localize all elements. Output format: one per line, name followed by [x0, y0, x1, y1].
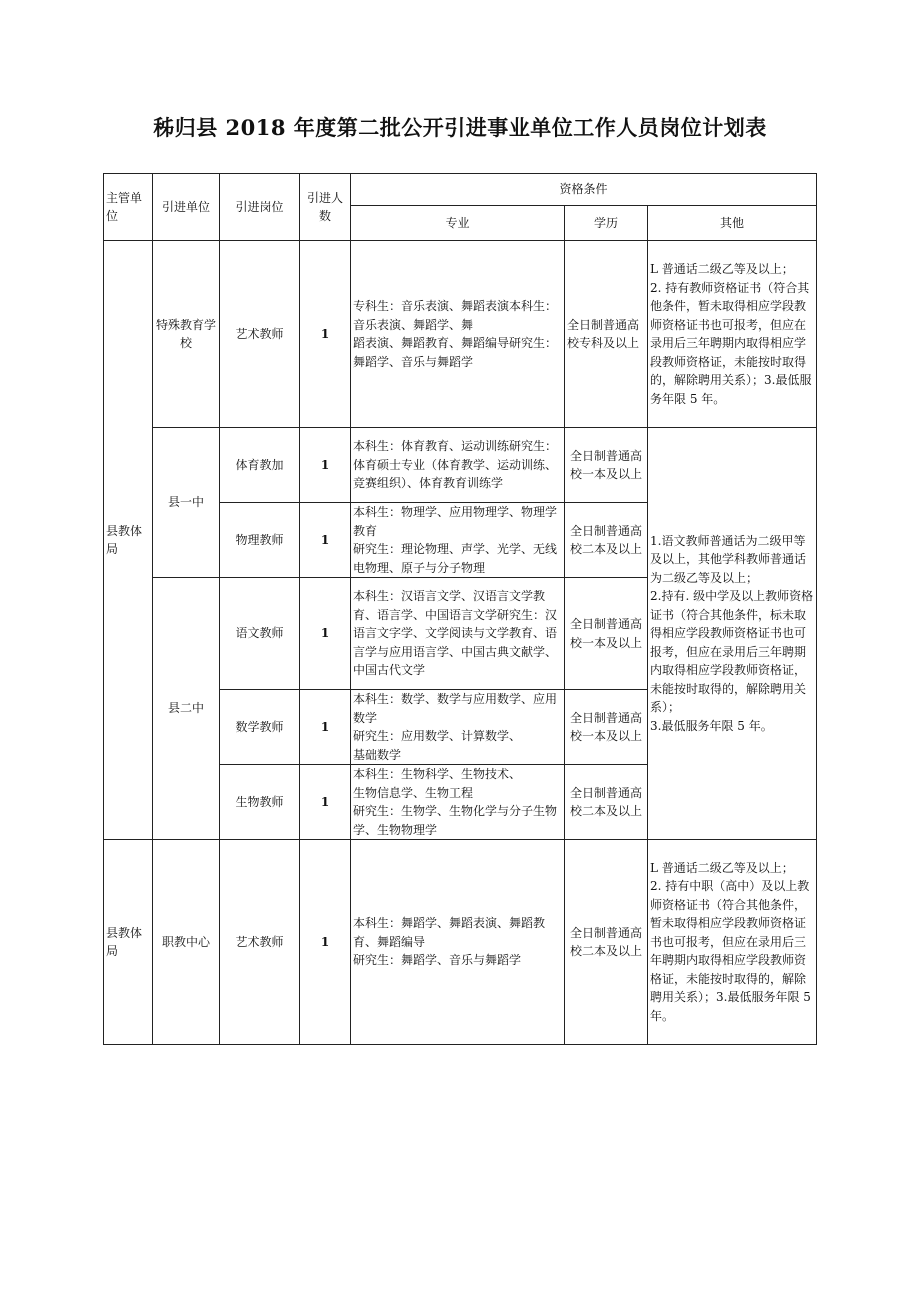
count-cell: 1 — [300, 840, 351, 1045]
major-cell: 本科生：汉语言文学、汉语言文学教育、语言学、中国语言文学研究生：汉语言文字学、文学阅读与文学教育、语言学与应用语言学、中国古典文献学、中国古代文学 — [351, 578, 565, 690]
major-cell: 本科生：体育教育、运动训练研究生：体育硕士专业（体育教学、运动训练、竞赛组织）、体育教育训练学 — [351, 428, 565, 503]
page-title: 秭归县 2018 年度第二批公开引进事业单位工作人员岗位计划表 — [153, 115, 767, 140]
unit-cell: 职教中心 — [153, 840, 220, 1045]
count-cell: 1 — [300, 503, 351, 578]
table-row — [104, 428, 817, 503]
dept-cell: 县教体局 — [104, 840, 153, 1045]
header-unit: 引进单位 — [153, 174, 220, 241]
header-education: 学历 — [565, 206, 648, 241]
post-cell: 物理教师 — [220, 503, 300, 578]
unit-cell: 县一中 — [153, 428, 220, 578]
other-cell: L 普通话二级乙等及以上； 2. 持有教师资格证书（符合其他条件，暂未取得相应学段教师资格证书也可报考，但应在录用后三年聘期内取得相应学段教师资格证，未能按时取得的，解除聘用关系）；3.最低服务年限 5 年。 — [648, 241, 817, 428]
post-cell: 生物教师 — [220, 765, 300, 840]
header-count: 引进人数 — [300, 174, 351, 241]
major-cell: 本科生：生物科学、生物技术、 生物信息学、生物工程 研究生：生物学、生物化学与分子生物学、生物物理学 — [351, 765, 565, 840]
education-cell: 全日制普通高校专科及以上 — [565, 241, 648, 428]
count-cell: 1 — [300, 578, 351, 690]
education-cell: 全日制普通高校二本及以上 — [565, 840, 648, 1045]
header-post: 引进岗位 — [220, 174, 300, 241]
major-cell: 本科生：舞蹈学、舞蹈表演、舞蹈教育、舞蹈编导 研究生：舞蹈学、音乐与舞蹈学 — [351, 840, 565, 1045]
table-row — [104, 840, 817, 1045]
major-cell: 专科生：音乐表演、舞蹈表演本科生：音乐表演、舞蹈学、舞 蹈表演、舞蹈教育、舞蹈编导研究生：舞蹈学、音乐与舞蹈学 — [351, 241, 565, 428]
post-cell: 体育教加 — [220, 428, 300, 503]
header-row — [104, 174, 817, 206]
count-cell: 1 — [300, 690, 351, 765]
table-row — [104, 241, 817, 428]
header-other: 其他 — [648, 206, 817, 241]
education-cell: 全日制普通高校二本及以上 — [565, 765, 648, 840]
dept-cell: 县教体局 — [104, 241, 153, 840]
education-cell: 全日制普通高校一本及以上 — [565, 578, 648, 690]
other-cell: 1.语文教师普通话为二级甲等及以上，其他学科教师普通话为二级乙等及以上； 2.持有. 级中学及以上教师资格证书（符合其他条件，标未取得相应学段教师资格证书也可报考，但应在录用后三年聘期内取得相应学段教师资格证，未能按时取得的，解除聘用关系）； 3.最低服务年限 5 年。 — [648, 428, 817, 840]
post-cell: 数学教师 — [220, 690, 300, 765]
post-cell: 艺术教师 — [220, 241, 300, 428]
unit-cell: 县二中 — [153, 578, 220, 840]
header-major: 专业 — [351, 206, 565, 241]
header-dept: 主管单位 — [104, 174, 153, 241]
education-cell: 全日制普通高校二本及以上 — [565, 503, 648, 578]
count-cell: 1 — [300, 241, 351, 428]
post-plan-table — [103, 173, 817, 1045]
count-cell: 1 — [300, 765, 351, 840]
post-cell: 艺术教师 — [220, 840, 300, 1045]
major-cell: 本科生：数学、数学与应用数学、应用数学 研究生：应用数学、计算数学、 基础数学 — [351, 690, 565, 765]
count-cell: 1 — [300, 428, 351, 503]
education-cell: 全日制普通高校一本及以上 — [565, 428, 648, 503]
header-qualifications: 资格条件 — [351, 174, 817, 206]
post-cell: 语文教师 — [220, 578, 300, 690]
major-cell: 本科生：物理学、应用物理学、物理学教育 研究生：理论物理、声学、光学、无线电物理、原子与分子物理 — [351, 503, 565, 578]
unit-cell: 特殊教育学校 — [153, 241, 220, 428]
education-cell: 全日制普通高校一本及以上 — [565, 690, 648, 765]
other-cell: L 普通话二级乙等及以上； 2. 持有中职（高中）及以上教师资格证书（符合其他条件，暂未取得相应学段教师资格证书也可报考，但应在录用后三年聘期内取得相应学段教师资格证，未能按时取得的，解除聘用关系）；3.最低服务年限 5 年。 — [648, 840, 817, 1045]
